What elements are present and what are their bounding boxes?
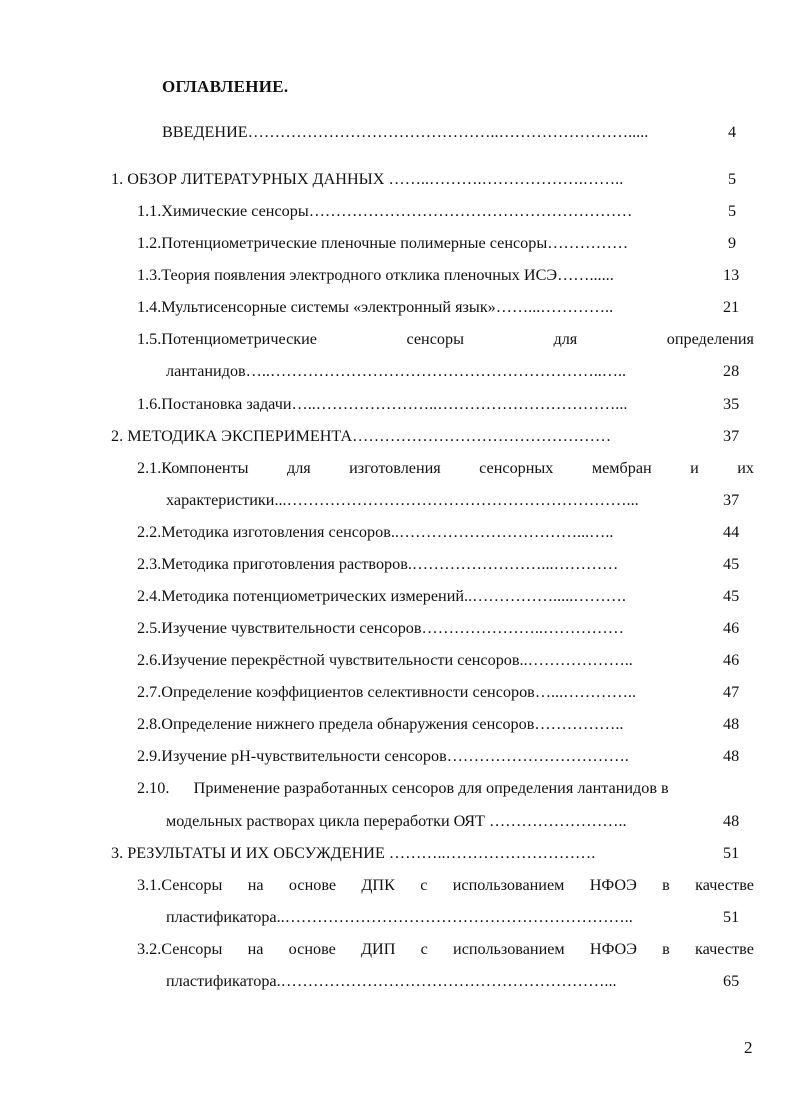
toc-entry-2-2: 2.2.Методика изготовления сенсоров..……………………………...….. bbox=[137, 523, 614, 541]
toc-page: 46 bbox=[723, 619, 740, 637]
toc-page: 44 bbox=[723, 523, 740, 541]
toc-entry-3-2-line2: пластификатора.……………………………………………………... bbox=[166, 972, 617, 990]
toc-page: 48 bbox=[723, 715, 740, 733]
toc-entry-2-1-line1 bbox=[137, 457, 754, 479]
toc-entry-chapter-3: 3. РЕЗУЛЬТАТЫ И ИХ ОБСУЖДЕНИЕ ………..………………………. bbox=[111, 844, 596, 862]
toc-entry-2-6: 2.6.Изучение перекрёстной чувствительности сенсоров..……………….. bbox=[137, 651, 633, 669]
toc-page: 48 bbox=[723, 812, 740, 830]
toc-page: 21 bbox=[723, 298, 740, 316]
toc-entry-2-7: 2.7.Определение коэффициентов селективности сенсоров…...………….. bbox=[137, 683, 636, 701]
toc-word: основе bbox=[288, 940, 336, 958]
toc-title: ОГЛАВЛЕНИЕ. bbox=[162, 77, 289, 96]
toc-word: и bbox=[690, 459, 699, 477]
toc-entry-1-5-line2: лантанидов…..……………………………………………………..….. bbox=[166, 362, 627, 380]
toc-page: 65 bbox=[723, 972, 740, 990]
toc-entry-2-10-line1: 2.10. Применение разработанных сенсоров для определения лантанидов в bbox=[137, 779, 669, 797]
toc-page: 46 bbox=[723, 651, 740, 669]
toc-page: 51 bbox=[723, 844, 740, 862]
toc-page: 9 bbox=[728, 234, 737, 252]
toc-entry-1-5-line1 bbox=[137, 328, 754, 350]
toc-entry-2-8: 2.8.Определение нижнего предела обнаружения сенсоров…………….. bbox=[137, 715, 624, 733]
toc-entry-2-5: 2.5.Изучение чувствительности сенсоров…………………..…………… bbox=[137, 619, 624, 637]
toc-word: с bbox=[420, 940, 428, 958]
toc-word: 2.1.Компоненты bbox=[137, 459, 249, 477]
toc-page: 45 bbox=[723, 555, 740, 573]
toc-entry-3-1-line2: пластификатора..……………………………………………………….. bbox=[166, 908, 633, 926]
toc-word: сенсоры bbox=[406, 330, 464, 348]
toc-word: качестве bbox=[695, 940, 754, 958]
toc-word: для bbox=[286, 459, 311, 477]
toc-entry-chapter-2: 2. МЕТОДИКА ЭКСПЕРИМЕНТА………………………………………… bbox=[111, 427, 612, 445]
toc-entry-2-4: 2.4.Методика потенциометрических измерений..…………….....………. bbox=[137, 587, 626, 605]
toc-word: их bbox=[737, 459, 754, 477]
toc-word: 1.5.Потенциометрические bbox=[137, 330, 317, 348]
toc-entry-1-1: 1.1.Химические сенсоры…………………………………………………… bbox=[137, 202, 633, 220]
toc-word: в bbox=[662, 940, 670, 958]
toc-page: 35 bbox=[723, 395, 740, 413]
toc-word: для bbox=[553, 330, 578, 348]
toc-word: основе bbox=[288, 876, 337, 894]
toc-word: 3.1.Сенсоры bbox=[137, 876, 223, 894]
toc-word: НФОЭ bbox=[589, 876, 637, 894]
toc-page: 37 bbox=[723, 491, 740, 509]
toc-page: 28 bbox=[723, 362, 740, 380]
toc-page: 37 bbox=[723, 427, 740, 445]
toc-word: 3.2.Сенсоры bbox=[137, 940, 223, 958]
toc-entry-chapter-1: 1. ОБЗОР ЛИТЕРАТУРНЫХ ДАННЫХ ……..……….……………….…….. bbox=[111, 170, 624, 188]
toc-entry-2-3: 2.3.Методика приготовления растворов.……………………...………… bbox=[137, 555, 619, 573]
toc-entry-1-4: 1.4.Мультисенсорные системы «электронный язык»……...………….. bbox=[137, 298, 614, 316]
toc-entry-2-1-line2: характеристики...………………………………………………………... bbox=[166, 491, 639, 509]
toc-page: 5 bbox=[728, 202, 737, 220]
toc-page: 45 bbox=[723, 587, 740, 605]
toc-entry-intro: ВВЕДЕНИЕ………………………………………..……………………..... bbox=[162, 123, 649, 141]
toc-word: использованием bbox=[452, 876, 565, 894]
toc-word: ДИП bbox=[361, 940, 396, 958]
toc-entry-1-6: 1.6.Постановка задачи…..…………………..……………………………... bbox=[137, 395, 628, 413]
toc-word: сенсорных bbox=[479, 459, 554, 477]
toc-page: 5 bbox=[728, 170, 737, 188]
toc-page: 13 bbox=[723, 266, 740, 284]
toc-page: 51 bbox=[723, 908, 740, 926]
toc-entry-2-10-line2: модельных растворах цикла переработки ОЯТ …………………….. bbox=[166, 812, 627, 830]
toc-word: с bbox=[420, 876, 428, 894]
toc-page-intro: 4 bbox=[728, 123, 737, 141]
toc-entry-3-1-line1 bbox=[137, 874, 754, 896]
toc-word: в bbox=[662, 876, 670, 894]
toc-entry-1-2: 1.2.Потенциометрические пленочные полимерные сенсоры…………… bbox=[137, 234, 629, 252]
toc-word: мембран bbox=[591, 459, 652, 477]
toc-word: изготовления bbox=[349, 459, 441, 477]
toc-word: ДПК bbox=[361, 876, 395, 894]
toc-word: НФОЭ bbox=[589, 940, 637, 958]
toc-entry-3-2-line1 bbox=[137, 938, 754, 960]
toc-word: использованием bbox=[453, 940, 565, 958]
toc-word: качестве bbox=[695, 876, 754, 894]
toc-entry-2-9: 2.9.Изучение рН-чувствительности сенсоров……………………………. bbox=[137, 747, 629, 765]
toc-entry-1-3: 1.3.Теория появления электродного отклика пленочных ИСЭ……...... bbox=[137, 266, 614, 284]
toc-word: на bbox=[247, 876, 264, 894]
page-number: 2 bbox=[744, 1038, 753, 1057]
toc-page: 48 bbox=[723, 747, 740, 765]
toc-word: на bbox=[247, 940, 264, 958]
toc-word: определения bbox=[666, 330, 754, 348]
toc-page: 47 bbox=[723, 683, 740, 701]
